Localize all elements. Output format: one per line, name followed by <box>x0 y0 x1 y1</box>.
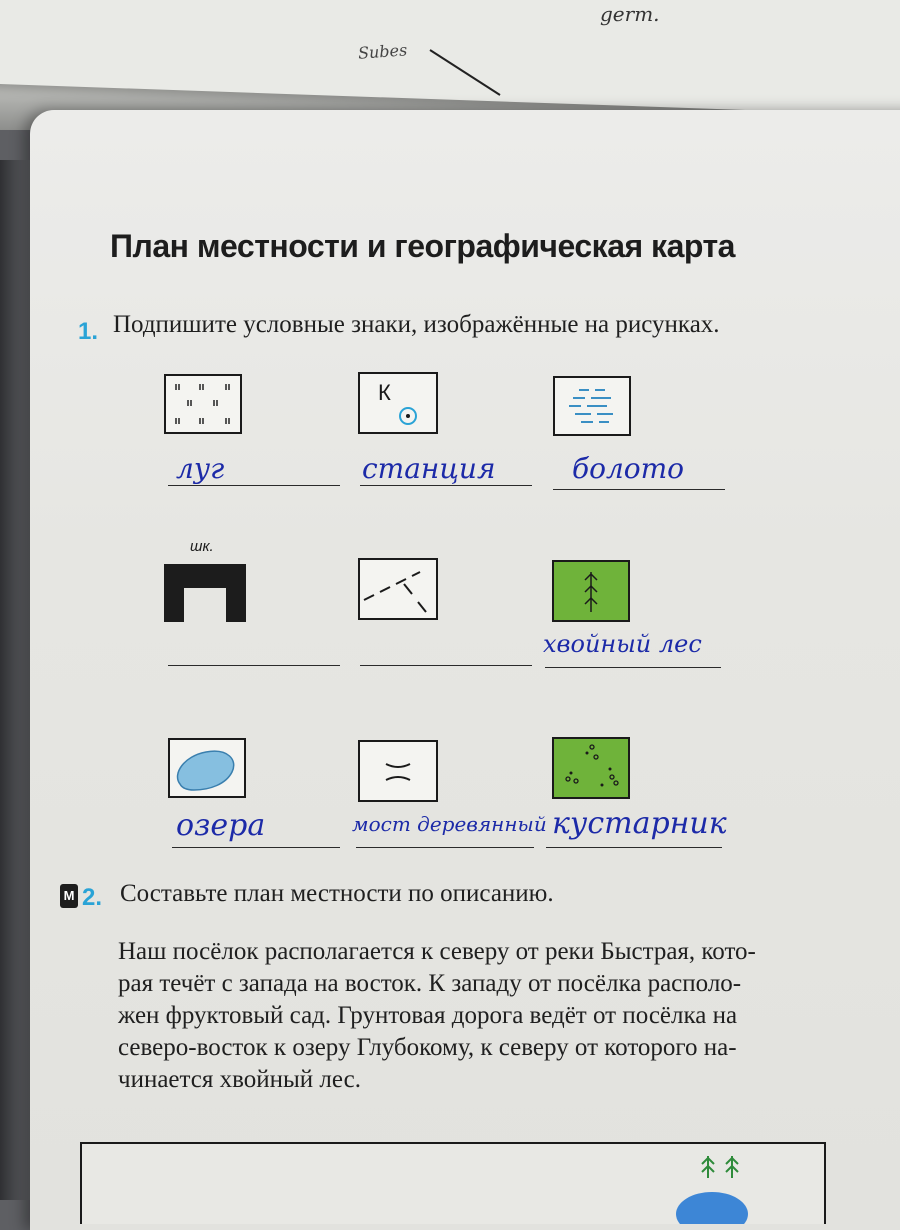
answer-2: станция <box>362 452 496 485</box>
answer-line-9[interactable] <box>546 847 722 848</box>
description-line: северо-восток к озеру Глубокому, к северу от которого на- <box>118 1034 737 1061</box>
top-handwriting: germ. <box>600 2 660 26</box>
answer-8: мост деревянный <box>352 812 547 836</box>
wooden-bridge-icon <box>358 740 438 802</box>
answer-line-2[interactable] <box>360 485 532 486</box>
answer-1: луг <box>176 452 225 485</box>
station-icon <box>358 372 438 434</box>
answer-line-7[interactable] <box>172 847 340 848</box>
description-line: чинается хвойный лес. <box>118 1066 361 1093</box>
school-label: шк. <box>190 538 214 555</box>
answer-9: кустарник <box>552 806 727 841</box>
book-edge <box>0 160 34 1200</box>
shrubs-icon <box>552 737 630 799</box>
meadow-icon <box>164 374 242 434</box>
task1-text: Подпишите условные знаки, изображённые на рисунках. <box>113 311 720 338</box>
answer-6: хвойный лес <box>543 630 702 658</box>
conifer-forest-icon <box>552 560 630 622</box>
task2-number: 2. <box>82 884 103 911</box>
task2-description <box>118 936 830 1096</box>
answer-line-4[interactable] <box>168 665 340 666</box>
dirt-road-icon <box>358 558 438 620</box>
swamp-icon <box>553 376 631 436</box>
answer-line-8[interactable] <box>356 847 534 848</box>
drawn-lake-icon <box>672 1184 752 1224</box>
station-label: К <box>378 380 391 405</box>
lake-icon <box>168 738 246 798</box>
answer-line-5[interactable] <box>360 665 532 666</box>
task1-number: 1. <box>78 318 99 345</box>
description-line: жен фруктовый сад. Грунтовая дорога ведёт от посёлка на <box>118 1002 738 1029</box>
answer-3: болото <box>572 452 685 485</box>
school-icon <box>164 564 246 622</box>
page-title: План местности и географическая карта <box>110 228 735 264</box>
method-badge: М <box>60 884 78 908</box>
task2-text: Составьте план местности по описанию. <box>120 880 554 907</box>
handwritten-note: Subes <box>357 40 408 63</box>
description-line: рая течёт с запада на восток. К западу от посёлка располо- <box>118 970 742 997</box>
answer-7: озера <box>176 808 266 843</box>
answer-line-6[interactable] <box>545 667 721 668</box>
answer-line-3[interactable] <box>553 489 725 490</box>
drawn-forest-icon <box>694 1152 750 1182</box>
plan-drawing-box[interactable] <box>80 1142 826 1224</box>
description-line: Наш посёлок располагается к северу от реки Быстрая, кото- <box>118 938 756 965</box>
answer-line-1[interactable] <box>168 485 340 486</box>
